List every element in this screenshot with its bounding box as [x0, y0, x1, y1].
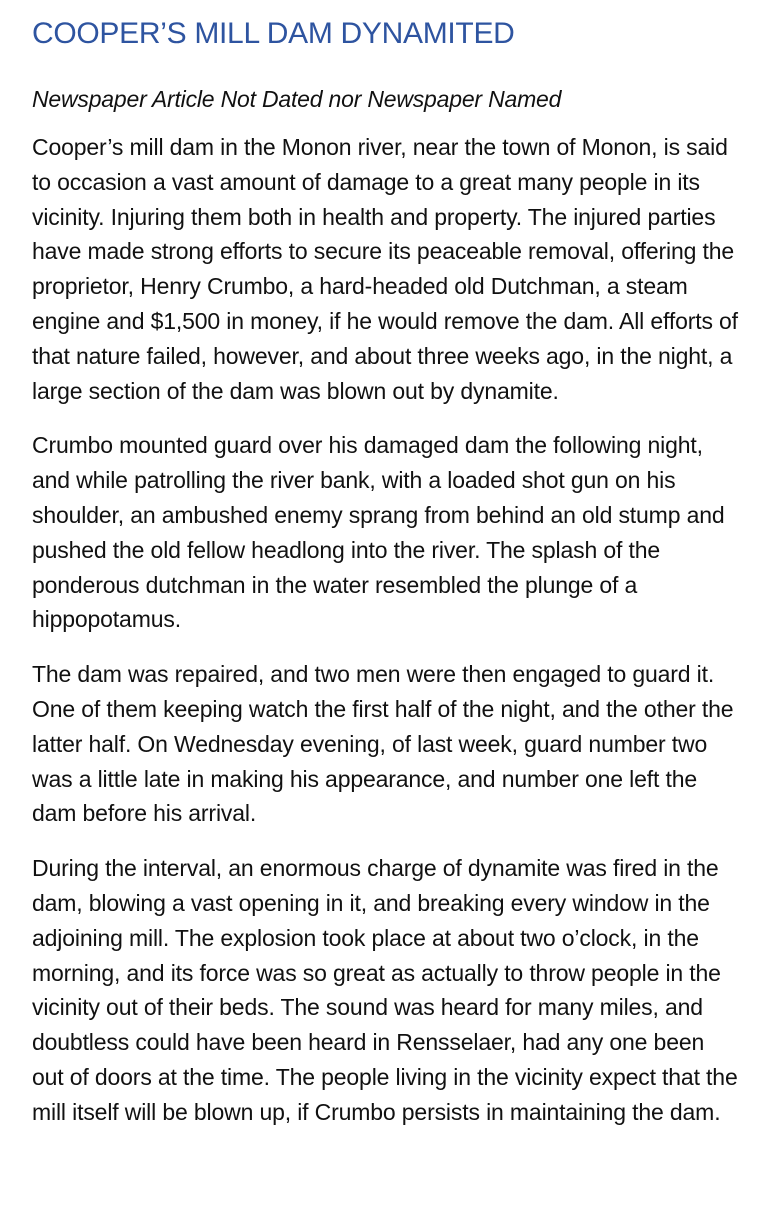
article-paragraph-2: Crumbo mounted guard over his damaged dam the following night, and while patrolling the river bank, with a loaded shot gun on his shoulder, an ambushed enemy sprang from behind an old stump and pushed the old fellow headlong into the river. The splash of the ponderous dutchman in the water resembled the plunge of a hippopotamus. — [32, 432, 725, 633]
article-subtitle: Newspaper Article Not Dated nor Newspaper Named — [32, 86, 562, 112]
article-paragraph-1: Cooper’s mill dam in the Monon river, near the town of Monon, is said to occasion a vast amount of damage to a great many people in its vicinity. Injuring them both in health and property. The injured parties have made strong efforts to secure its peaceable removal, offering the proprietor, Henry Crumbo, a hard-headed old Dutchman, a steam engine and $1,500 in money, if he would remove the dam. All efforts of that nature failed, however, and about three weeks ago, in the night, a large section of the dam was blown out by dynamite. — [32, 134, 738, 404]
article-paragraph-4: During the interval, an enormous charge of dynamite was fired in the dam, blowing a vast opening in it, and breaking every window in the adjoining mill. The explosion took place at about two o’clock, in the morning, and its force was so great as actually to throw people in the vicinity out of their beds. The sound was heard for many miles, and doubtless could have been heard in Rensselaer, had any one been out of doors at the time. The people living in the vicinity expect that the mill itself will be blown up, if Crumbo persists in maintaining the dam. — [32, 855, 738, 1125]
article-title: COOPER’S MILL DAM DYNAMITED — [32, 17, 515, 50]
article-paragraph-3: The dam was repaired, and two men were then engaged to guard it. One of them keeping watch the first half of the night, and the other the latter half. On Wednesday evening, of last week, guard number two was a little late in making his appearance, and number one left the dam before his arrival. — [32, 661, 734, 827]
